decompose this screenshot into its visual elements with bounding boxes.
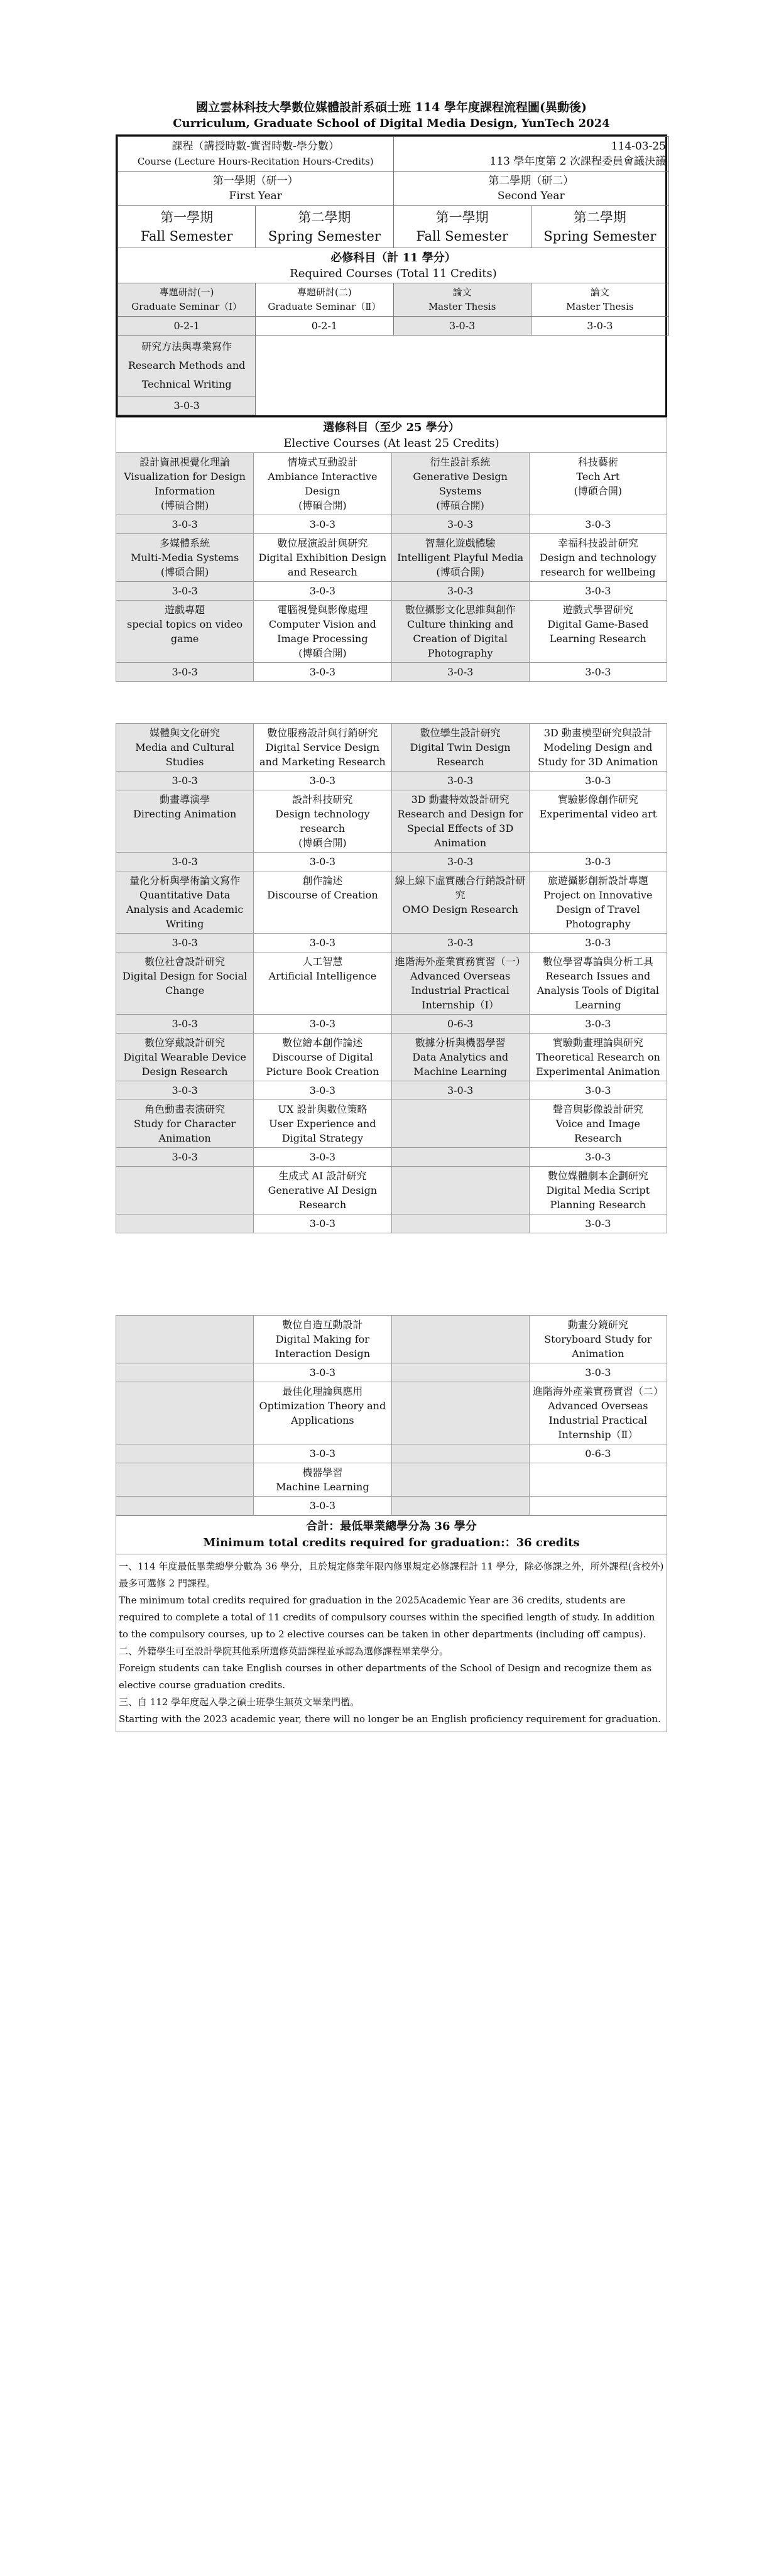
- required-course: 論文 Master Thesis: [393, 283, 531, 317]
- course-zh: 數位展演設計與研究: [277, 537, 368, 549]
- elective-course: [529, 790, 667, 853]
- course-en: Digital Twin Design Research: [410, 741, 511, 768]
- course-en: Digital Design for Social Change: [122, 970, 248, 996]
- course-en: Project on Innovative Design of Travel Photography: [543, 889, 653, 930]
- credits: 3-0-3: [116, 663, 254, 682]
- course-zh: 動畫導演學: [160, 794, 210, 805]
- course-zh: 科技藝術: [577, 456, 618, 468]
- course-zh: 數位社會設計研究: [144, 956, 226, 968]
- elective-course: [116, 601, 254, 663]
- course-zh: 人工智慧: [302, 956, 343, 968]
- elective-table-2: [116, 723, 667, 1233]
- elective-course: [529, 453, 667, 515]
- year-header-1: 第一學期（研一） First Year: [118, 172, 394, 206]
- credits: 3-0-3: [391, 853, 529, 871]
- credits: 3-0-3: [254, 1081, 391, 1100]
- course-en: Digital Making for Interaction Design: [275, 1333, 371, 1360]
- course-en: Experimental video art: [539, 808, 657, 820]
- course-en: Generative Design Systems: [413, 471, 508, 497]
- note-3-en: Starting with the 2023 academic year, there will no longer be an English proficiency requirement for graduation.: [119, 1713, 661, 1725]
- course-zh: 線上線下虛實融合行銷設計研究: [395, 875, 526, 901]
- course-legend-en: Course (Lecture Hours-Recitation Hours-Credits): [137, 156, 374, 167]
- course-note: (博碩合開): [574, 485, 623, 497]
- credits: 3-0-3: [391, 582, 529, 601]
- course-en: Theoretical Research on Experimental Animation: [535, 1051, 660, 1078]
- course-zh: 媒體與文化研究: [150, 727, 221, 739]
- course-zh: 旅遊攝影創新設計專題: [547, 875, 648, 887]
- course-en: Ambiance Interactive Design: [268, 471, 378, 497]
- note-1-zh: 一、114 年度最低畢業總學分數為 36 學分，且於規定修業年限內修畢規定必修課程計 11 學分，除必修課之外，所外課程(含校外)最多可選修 2 門課程。: [119, 1561, 664, 1589]
- credits: 3-0-3: [118, 396, 256, 415]
- semester-header: 第一學期 Fall Semester: [393, 206, 531, 248]
- required-table: [117, 136, 669, 415]
- credits: 3-0-3: [116, 772, 254, 790]
- credits: 3-0-3: [254, 772, 391, 790]
- elective-course: [116, 534, 254, 582]
- credits: 3-0-3: [529, 772, 667, 790]
- course-note: (博碩合開): [298, 499, 347, 511]
- empty-cell: [116, 1382, 254, 1444]
- elective-course: [116, 790, 254, 853]
- elective-table-3: [116, 1315, 667, 1515]
- credits: 3-0-3: [529, 582, 667, 601]
- elective-course: [529, 1100, 667, 1148]
- course-en: Storyboard Study for Animation: [544, 1333, 652, 1360]
- empty-cell: [391, 1100, 529, 1148]
- course-en: Artificial Intelligence: [268, 970, 377, 982]
- credits: 3-0-3: [529, 1148, 667, 1167]
- elective-title: 選修科目（至少 25 學分） Elective Courses (At least 25 Credits): [116, 418, 667, 453]
- required-course: 論文 Master Thesis: [531, 283, 668, 317]
- empty-cell: [391, 1463, 529, 1497]
- course-note: (博碩合開): [298, 837, 347, 849]
- course-en: Quantitative Data Analysis and Academic Writing: [126, 889, 244, 930]
- course-en: Tech Art: [576, 471, 620, 483]
- course-zh: 衍生設計系統: [430, 456, 491, 468]
- page-gap: [116, 682, 667, 723]
- credits: 3-0-3: [529, 934, 667, 952]
- course-zh: 數位媒體劇本企劃研究: [547, 1170, 648, 1182]
- course-zh: 數位孿生設計研究: [420, 727, 501, 739]
- credits: 3-0-3: [529, 515, 667, 534]
- empty-cell: [391, 1382, 529, 1444]
- required-course: 專題研討(一) Graduate Seminar（Ⅰ）: [118, 283, 256, 317]
- course-en: Digital Wearable Device Design Research: [123, 1051, 246, 1078]
- course-zh: 進階海外產業實務實習（一）: [395, 956, 526, 968]
- empty-cell: [529, 1497, 667, 1515]
- empty-cell: [391, 1444, 529, 1463]
- note-2-zh: 二、外籍學生可至設計學院其他系所選修英語課程並承認為選修課程畢業學分。: [119, 1645, 449, 1657]
- credits: 3-0-3: [254, 1015, 391, 1034]
- credits: 3-0-3: [529, 663, 667, 682]
- course-en: Voice and Image Research: [555, 1118, 640, 1144]
- course-en: Discourse of Creation: [267, 889, 378, 901]
- semester-header: 第二學期 Spring Semester: [256, 206, 393, 248]
- credits: 3-0-3: [116, 1015, 254, 1034]
- empty-cell: [116, 1316, 254, 1363]
- elective-course: [116, 952, 254, 1015]
- elective-course: [529, 534, 667, 582]
- elective-course: [254, 1382, 391, 1444]
- course-en: Discourse of Digital Picture Book Creation: [266, 1051, 379, 1078]
- course-zh: 量化分析與學術論文寫作: [129, 875, 241, 887]
- course-zh: 角色動畫表演研究: [144, 1103, 226, 1115]
- course-legend-zh: 課程（講授時數-實習時數-學分數）: [172, 140, 339, 153]
- elective-course: [391, 453, 529, 515]
- elective-course: [391, 724, 529, 772]
- elective-course: [254, 534, 391, 582]
- page-subtitle: Curriculum, Graduate School of Digital Media Design, YunTech 2024: [173, 117, 610, 130]
- course-note: (博碩合開): [160, 566, 209, 578]
- elective-course: [254, 1167, 391, 1214]
- course-en: Design technology research: [275, 808, 370, 834]
- meta-cell: [393, 137, 669, 172]
- course-zh: 實驗動畫理論與研究: [552, 1037, 643, 1049]
- elective-course: [529, 601, 667, 663]
- course-zh: 幸福科技設計研究: [557, 537, 638, 549]
- page-title: 國立雲林科技大學數位媒體設計系碩士班 114 學年度課程流程圖(異動後): [196, 101, 587, 114]
- semester-header: 第二學期 Spring Semester: [531, 206, 668, 248]
- empty-cell: [391, 1167, 529, 1214]
- credits: 0-6-3: [391, 1015, 529, 1034]
- course-en: Computer Vision and Image Processing: [268, 618, 376, 645]
- course-en: Study for Character Animation: [134, 1118, 236, 1144]
- course-zh: 電腦視覺與影像處理: [277, 604, 368, 616]
- course-en: Generative AI Design Research: [268, 1184, 378, 1211]
- course-zh: 生成式 AI 設計研究: [278, 1170, 367, 1182]
- credits: 3-0-3: [254, 853, 391, 871]
- empty-cell: [116, 1167, 254, 1214]
- credits: 3-0-3: [116, 853, 254, 871]
- elective-course: [391, 534, 529, 582]
- elective-course: [529, 1167, 667, 1214]
- credits: 3-0-3: [391, 1081, 529, 1100]
- revision-date: 114-03-25: [611, 140, 666, 153]
- elective-course: [116, 871, 254, 934]
- credits: 0-2-1: [256, 317, 393, 336]
- course-zh: 設計資訊視覺化理論: [139, 456, 231, 468]
- course-note: (博碩合開): [436, 566, 484, 578]
- semester-header: 第一學期 Fall Semester: [118, 206, 256, 248]
- course-en: Directing Animation: [133, 808, 237, 820]
- elective-course: [254, 952, 391, 1015]
- elective-course: [116, 1100, 254, 1148]
- year-header-2: 第二學期（研二） Second Year: [393, 172, 669, 206]
- credits: 3-0-3: [116, 1148, 254, 1167]
- course-zh: 設計科技研究: [292, 794, 353, 805]
- credits: 3-0-3: [529, 1214, 667, 1233]
- note-2-en: Foreign students can take English courses in other departments of the School of Design and recognize them as elective course graduation credits.: [119, 1662, 652, 1691]
- course-zh: 智慧化遊戲體驗: [425, 537, 496, 549]
- elective-course: [116, 724, 254, 772]
- credits: 3-0-3: [254, 1444, 391, 1463]
- credits: 3-0-3: [254, 1363, 391, 1382]
- required-course: 專題研討(二) Graduate Seminar（Ⅱ）: [256, 283, 393, 317]
- course-en: Media and Cultural Studies: [135, 741, 234, 768]
- course-note: (博碩合開): [160, 499, 209, 511]
- credits: 3-0-3: [254, 663, 391, 682]
- course-zh: 機器學習: [302, 1466, 343, 1478]
- credits: 3-0-3: [254, 1497, 391, 1515]
- course-en: Visualization for Design Information: [124, 471, 246, 497]
- course-en: Machine Learning: [276, 1481, 369, 1493]
- credits: 3-0-3: [391, 934, 529, 952]
- elective-course: [254, 453, 391, 515]
- empty-cell: [116, 1363, 254, 1382]
- elective-block-3: [116, 1316, 667, 1515]
- elective-course: [254, 790, 391, 853]
- course-en: Digital Game-Based Learning Research: [547, 618, 649, 645]
- course-zh: 實驗影像創作研究: [557, 794, 638, 805]
- elective-course: [254, 1100, 391, 1148]
- approval-note: 113 學年度第 2 次課程委員會議決議: [489, 155, 666, 168]
- course-en: User Experience and Digital Strategy: [269, 1118, 376, 1144]
- course-zh: 3D 動畫模型研究與設計: [543, 727, 652, 739]
- course-legend-cell: [118, 137, 394, 172]
- course-en: Optimization Theory and Applications: [259, 1400, 386, 1426]
- course-en: OMO Design Research: [402, 903, 518, 915]
- course-zh: 數位自造互動設計: [282, 1319, 363, 1331]
- course-zh: 遊戲專題: [165, 604, 205, 616]
- course-zh: 數位服務設計與行銷研究: [267, 727, 378, 739]
- credits: 3-0-3: [391, 772, 529, 790]
- elective-course: [391, 952, 529, 1015]
- elective-course: [116, 1034, 254, 1081]
- empty-cell: [391, 1316, 529, 1363]
- course-note: (博碩合開): [436, 499, 484, 511]
- credits: 0-2-1: [118, 317, 256, 336]
- credits: 3-0-3: [391, 663, 529, 682]
- elective-course: [529, 1034, 667, 1081]
- empty-cell: [116, 1444, 254, 1463]
- course-zh: UX 設計與數位策略: [278, 1103, 368, 1115]
- credits: 3-0-3: [116, 1081, 254, 1100]
- credits: 3-0-3: [254, 1148, 391, 1167]
- course-zh: 聲音與影像設計研究: [552, 1103, 643, 1115]
- elective-course: [391, 601, 529, 663]
- required-course: 研究方法與專業寫作 Research Methods and Technical Writing: [118, 336, 256, 396]
- credits: 3-0-3: [254, 934, 391, 952]
- elective-course: [116, 453, 254, 515]
- course-zh: 數位攝影文化思維與創作: [405, 604, 516, 616]
- elective-course: [391, 1034, 529, 1081]
- empty-cell: [256, 396, 669, 415]
- elective-course: [254, 1034, 391, 1081]
- course-en: Intelligent Playful Media: [397, 552, 524, 564]
- course-en: Digital Exhibition Design and Research: [258, 552, 387, 578]
- elective-course: [529, 1316, 667, 1363]
- credits: 3-0-3: [116, 582, 254, 601]
- page-gap: [116, 1233, 667, 1315]
- empty-cell: [391, 1363, 529, 1382]
- course-en: Advanced Overseas Industrial Practical Internship（Ⅰ）: [410, 970, 511, 1011]
- curriculum-page: [116, 99, 667, 1732]
- required-courses-box: [116, 134, 667, 417]
- course-zh: 數位學習專論與分析工具: [542, 956, 653, 968]
- credits: 3-0-3: [116, 934, 254, 952]
- credits: 3-0-3: [529, 1081, 667, 1100]
- empty-cell: [391, 1497, 529, 1515]
- course-en: Digital Media Script Planning Research: [546, 1184, 650, 1211]
- credits: 0-6-3: [529, 1444, 667, 1463]
- credits: 3-0-3: [254, 1214, 391, 1233]
- course-zh: 動畫分鏡研究: [567, 1319, 628, 1331]
- note-1-en: The minimum total credits required for graduation in the 2025Academic Year are 36 credits, students are required to complete a total of 11 credits of compulsory courses within the specified length of study. In addition to the compulsory courses, up to 2 elective courses can be taken in other departments (including off campus).: [119, 1595, 655, 1640]
- credits: 3-0-3: [116, 515, 254, 534]
- course-en: special topics on video game: [127, 618, 243, 645]
- course-zh: 數位繪本創作論述: [282, 1037, 363, 1049]
- credits: 3-0-3: [391, 515, 529, 534]
- course-note: (博碩合開): [298, 647, 347, 659]
- elective-course: [529, 871, 667, 934]
- empty-cell: [391, 1214, 529, 1233]
- course-zh: 最佳化理論與應用: [282, 1385, 363, 1397]
- elective-course: [254, 1316, 391, 1363]
- credits: 3-0-3: [531, 317, 668, 336]
- course-en: Design and technology research for wellbeing: [540, 552, 656, 578]
- elective-block-1: [116, 453, 667, 682]
- course-en: Multi-Media Systems: [131, 552, 239, 564]
- course-zh: 多媒體系統: [160, 537, 210, 549]
- elective-table-1: [116, 417, 667, 682]
- course-zh: 數位穿戴設計研究: [144, 1037, 226, 1049]
- notes-table: [116, 1515, 667, 1732]
- credits: 3-0-3: [254, 515, 391, 534]
- elective-course: [254, 601, 391, 663]
- course-zh: 情境式互動設計: [287, 456, 358, 468]
- empty-cell: [391, 1148, 529, 1167]
- course-en: Advanced Overseas Industrial Practical Internship（Ⅱ）: [548, 1400, 648, 1441]
- credits: 3-0-3: [529, 1363, 667, 1382]
- required-title: 必修科目（計 11 學分） Required Courses (Total 11 Credits): [118, 248, 669, 283]
- elective-course: [391, 871, 529, 934]
- course-en: Research Issues and Analysis Tools of Digital Learning: [537, 970, 660, 1011]
- course-zh: 遊戲式學習研究: [562, 604, 633, 616]
- elective-course: [391, 790, 529, 853]
- note-3-zh: 三、自 112 學年度起入學之碩士班學生無英文畢業門檻。: [119, 1696, 360, 1708]
- credits: 3-0-3: [529, 1015, 667, 1034]
- course-en: Modeling Design and Study for 3D Animation: [538, 741, 658, 768]
- graduation-summary: 合計：最低畢業總學分為 36 學分 Minimum total credits required for graduation:：36 credits: [116, 1516, 667, 1554]
- elective-course: [529, 724, 667, 772]
- course-zh: 數據分析與機器學習: [415, 1037, 506, 1049]
- course-en: Data Analytics and Machine Learning: [412, 1051, 509, 1078]
- empty-cell: [116, 1214, 254, 1233]
- course-zh: 3D 動畫特效設計研究: [411, 794, 509, 805]
- elective-course: [254, 1463, 391, 1497]
- course-en: Digital Service Design and Marketing Research: [259, 741, 386, 768]
- empty-cell: [116, 1497, 254, 1515]
- credits: 3-0-3: [254, 582, 391, 601]
- empty-cell: [256, 336, 669, 396]
- course-en: Culture thinking and Creation of Digital Photography: [406, 618, 514, 659]
- course-zh: 創作論述: [302, 875, 343, 887]
- notes-cell: [116, 1554, 667, 1732]
- empty-cell: [116, 1463, 254, 1497]
- elective-course: [254, 871, 391, 934]
- elective-course: [529, 952, 667, 1015]
- credits: 3-0-3: [393, 317, 531, 336]
- course-en: Research and Design for Special Effects of 3D Animation: [397, 808, 523, 849]
- elective-block-2: [116, 724, 667, 1233]
- elective-course: [254, 724, 391, 772]
- course-zh: 進階海外產業實務實習（二）: [532, 1385, 663, 1397]
- empty-cell: [529, 1463, 667, 1497]
- credits: 3-0-3: [529, 853, 667, 871]
- elective-course: [529, 1382, 667, 1444]
